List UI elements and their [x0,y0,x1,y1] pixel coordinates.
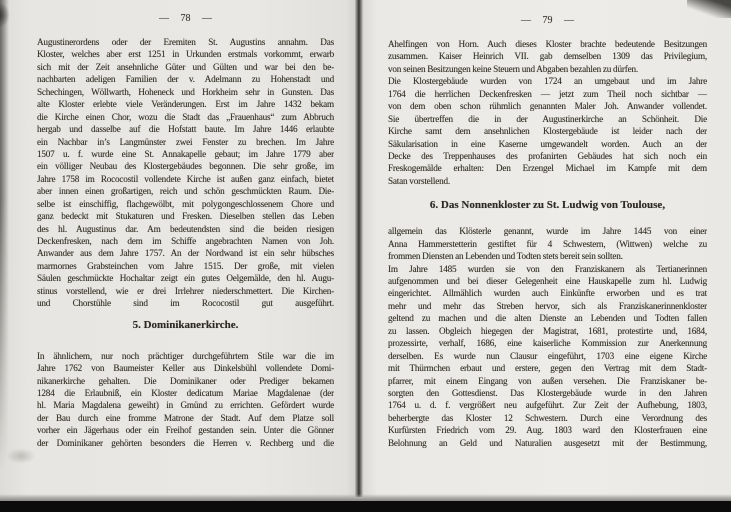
text-line: des hl. Augustinus dar. Am bedeutendsten sind die beiden riesigen [37,223,334,234]
right-page [363,0,731,497]
text-line: Decke des Treppenhauses des profanirten Gebäudes hat sich noch ein [388,150,707,161]
text-line: hergab und dasselbe auf die Hofstatt baute. Im Jahre 1446 erlaubte [37,124,334,135]
right-page-text-block [388,14,707,449]
section-heading-dominikanerkirche: 5. Dominikanerkirche. [132,318,239,331]
text-line: Jahre 1762 von Baumeister Keller aus Dinkelsbühl vollendete Domi- [37,363,334,374]
page-gutter-shadow [355,0,363,497]
text-line: aber innen einen großartigen, reich und schön geschmückten Raum. Die- [37,186,334,197]
text-line: vorher ein Jägerhaus oder ein Freihof gestanden sein. Unter die Gönner [37,425,334,436]
scan-smudge-bottom-left [6,448,36,464]
text-line: nikanerkirche gehalten. Die Dominikaner oder Prediger bekamen [37,375,334,386]
text-line: Anwander aus dem Jahre 1757. An der Nordwand ist ein sehr hübsches [37,248,334,259]
scan-edge-bottom-black-band [0,501,731,512]
text-line: pfarrer, mit einem Eingang von außen versehen. Die Franziskaner be- [388,375,707,386]
text-line: 1764 die herrlichen Deckenfresken — jetzt zum Theil noch sichtbar — [388,88,707,99]
text-line: selbe ist einschiffig, flachgewölbt, mit polygongeschlossenem Chore und [37,198,334,209]
paragraph-augustinerkirche-continued [37,36,334,310]
text-line: aufgenommen und bei dieser Gelegenheit eine Hauskapelle zum hl. Ludwig [388,276,707,286]
text-line: derselben. Es wurde nun Clausur eingeführt, 1703 eine eigene Kirche [388,350,707,361]
text-line: zusammen. Kaiser Heinrich VII. gab demselben 1309 das Privilegium, [388,51,707,62]
text-line: sich mit der Zeit ansehnliche Güter und Gülten und war bei den be- [37,61,334,72]
text-line: mit Thürmchen erbaut und erstere, gegen den Vertrag mit dem Stadt- [388,363,707,374]
text-line: 1284 die Erlaubniß, ein Kloster dedicatum Mariae Magdalenae (der [37,387,334,398]
text-line: der Bau durch eine fromme Matrone der Stadt. Auf dem Platze soll [37,412,334,423]
text-line: Säulen geschmückte Hochaltar zeigt ein gutes Oelgemälde, den hl. Augu- [37,273,334,284]
text-line: Die Klostergebäude wurden von 1724 an umgebaut und im Jahre [388,76,707,87]
text-line: beherbergte das Kloster 12 Schwestern. Durch eine Verordnung des [388,412,707,423]
text-line: stinus vorstellend, wie er drei Irrlehrer niederschmettert. Die Kirchen- [37,285,334,296]
text-line: marmornes Grabsteinchen vom Jahre 1515. Der große, mit vielen [37,260,334,271]
text-line: Im Jahre 1485 wurden sie von den Franziskanern als Tertianerinnen [388,263,707,274]
text-line: alte Kloster erlebte viele Veränderungen. Erst im Jahre 1432 bekam [37,99,334,110]
paragraph-kloesterle-stiftung [388,225,707,262]
paragraph-klostergebaeude-fresken [388,75,707,187]
text-line: die Kirche einen Chor, wozu die Stadt das „Frauenhaus“ zum Abbruch [37,111,334,122]
text-line: ein völliger Neubau des Klostergebäudes begonnen. Die sehr große, im [37,161,334,172]
paragraph-franziskanerinnen-geschichte [388,263,707,450]
text-line: der Dominikaner gehörten besonders die Herren v. Rechberg und die [37,437,334,448]
scan-edge-bottom-gray-line [0,494,731,501]
text-line: Kirche samt dem ansehnlichen Klostergebäude ist leider nach der [388,126,707,137]
text-line: In ähnlichem, nur noch prächtiger durchgeführtem Stile war die im [37,350,334,361]
text-line: frommen Diensten an Lebenden und Todten stets bereit sein sollten. [388,251,623,262]
text-line: hl. Maria Magdalena geweiht) in Gmünd zu errichten. Gefördert wurde [37,400,334,411]
text-line: Säkularisation in eine Kaserne umgewandelt worden. Auch an der [388,138,707,149]
text-line: Schechingen, Wöllwarth, Hoheneck und Horkheim sehr in Gunsten. Das [37,86,334,97]
text-line: Belohnung an Geld und Naturalien ausgesetzt mit der Bestimmung, [388,437,707,448]
left-page-text-block [37,12,334,449]
text-line: nachbarten adeligen Familien der v. Adelmann zu Hohenstadt und [37,74,334,85]
text-line: ein Nachbar in’s Langmünster zwei Fenster zu brechen. Im Jahre [37,136,334,147]
section-heading-nonnenkloster: 6. Das Nonnenkloster zu St. Ludwig von Toulouse, [429,199,666,212]
left-page-number: — 78 — [159,13,212,24]
text-line: Deckenfresken, nach dem im Schiffe angebrachten Namen von Joh. [37,236,334,246]
text-line: mehr und mehr das Streben hervor, sich als Franziskanerinnenkloster [388,300,707,311]
text-line: 1764 u. d. f. vergrößert neu aufgeführt. Zur Zeit der Aufhebung, 1803, [388,400,707,411]
text-line: von seinen Besitzungen keine Steuern und Abgaben bezahlen zu dürfen. [388,63,638,74]
text-line: allgemein das Klösterle genannt, wurde im Jahre 1445 von einer [388,226,707,237]
text-line: sorgten den Gottesdienst. Das Klostergebäude wurde in den Jahren [388,387,707,398]
text-line: zu lassen. Obgleich hiegegen der Magistrat, 1681, protestirte und, 1684, [388,325,707,336]
right-page-number: — 79 — [521,15,574,26]
scan-edge-left-shadow [0,0,9,497]
text-line: Kurfürsten Friedrich vom 29. Aug. 1803 ward den Klosterfrauen eine [388,425,707,436]
text-line: Augustinerordens oder der Eremiten St. Augustins annahm. Das [37,37,334,47]
text-line: von dem oben schon rühmlich genannten Maler Joh. Anwander vollendet. [388,101,707,112]
text-line: Anna Hammerstetterin gestiftet für 4 Schwestern, (Wittwen) welche zu [388,238,707,249]
paragraph-dominikanerkirche [37,350,334,450]
text-line: Jahre 1758 im Rococostil vollendete Kirche ist außen ganz einfach, bietet [37,173,334,184]
text-line: eingerichtet. Allmählich wurden auch Einkünfte erworben und es trat [388,288,707,299]
paragraph-dominikaner-besitzungen [388,38,707,75]
text-line: Sie übertreffen die in der Augustinerkirche an Schönheit. Die [388,113,707,124]
scan-corner-top-left-mark [0,2,10,28]
text-line: ganz bedeckt mit Stukaturen und Fresken. Dieselben stellen das Leben [37,211,334,222]
text-line: Ahelfingen von Horn. Auch dieses Kloster brachte bedeutende Besitzungen [388,39,707,49]
text-line: Freskogemälde erhalten: Den Erzengel Michael im Kampfe mit dem [388,163,707,174]
text-line: geltend zu machen und die alten Dienste an Lebenden und Todten fallen [388,313,707,324]
scan-corner-top-right-mark [687,0,731,18]
left-page [0,0,357,497]
text-line: 1507 u. f. wurde eine St. Annakapelle gebaut; im Jahre 1779 aber [37,148,334,159]
text-line: prozessirte, verhalf, 1686, eine kaiserliche Kommission zur Anerkennung [388,338,707,349]
text-line: Satan vorstellend. [388,175,451,186]
text-line: Kloster, welches aber erst 1251 in Urkunden erstmals vorkommt, erwarb [37,49,334,60]
text-line: und Chorstühle sind im Rococostil gut ausgeführt. [37,298,334,309]
